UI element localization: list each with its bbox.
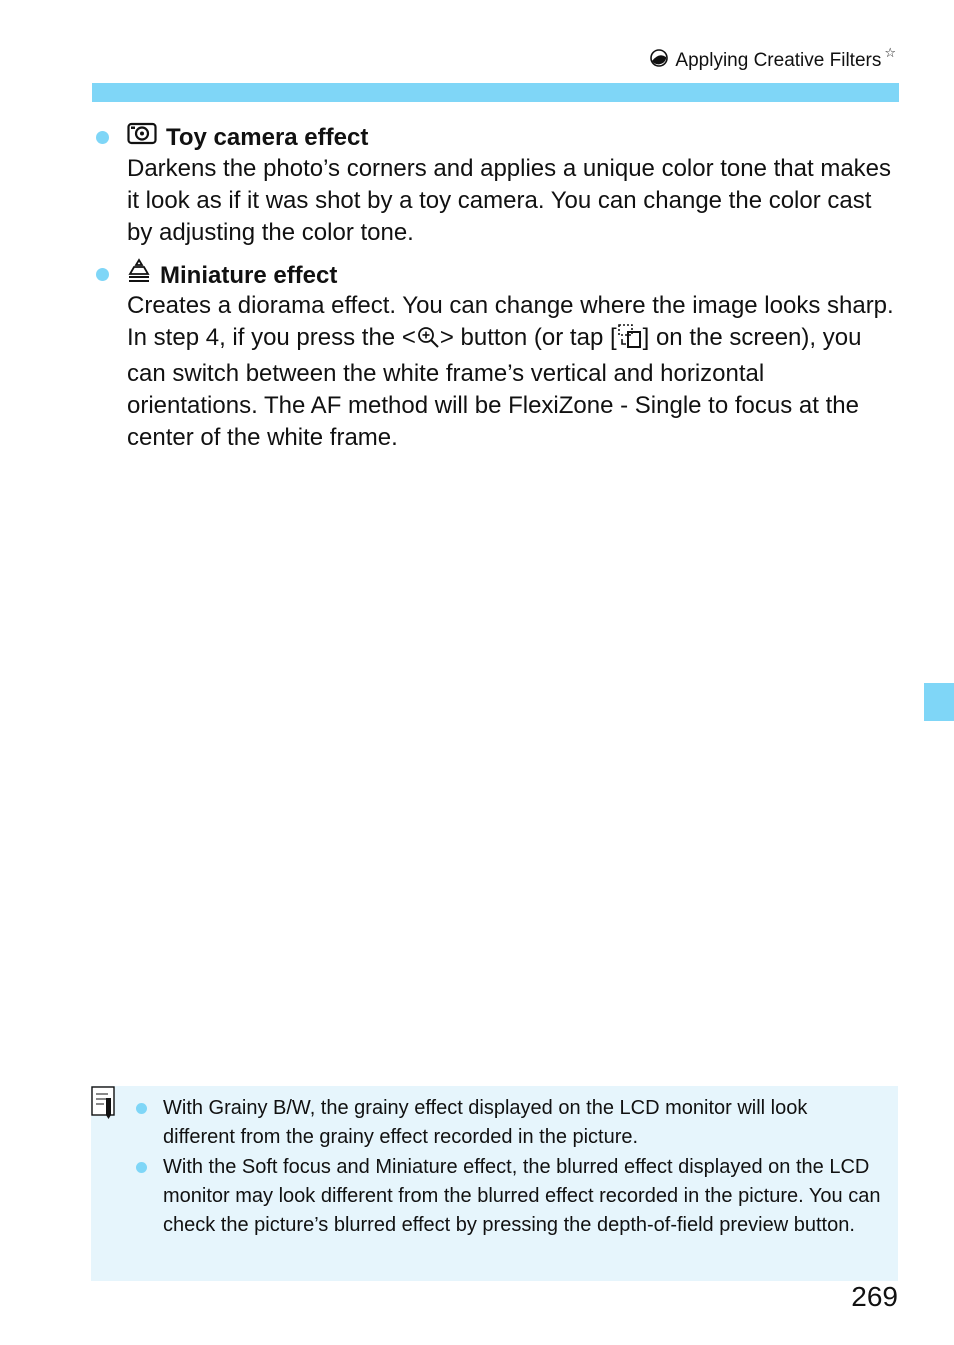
creative-filter-icon [649,48,669,74]
note-item: With the Soft focus and Miniature effect, the blurred effect displayed on the LCD monitor may look different from the blurred effect recorded in the picture. You can check the picture’s blurred effect by pressing the depth-of-field preview button. [136,1153,881,1241]
chapter-tab [924,683,954,721]
item-title: Toy camera effect [166,123,369,151]
item-title: Miniature effect [160,261,338,289]
star-icon: ☆ [884,45,896,60]
item-body: Creates a diorama effect. You can change where the image looks sharp. In step 4, if you press the < > button (or tap [ ] on the screen), you can switch between the white frame’s vertical and horizontal orientations. The AF method will be FlexiZone - Single to focus at the center of the white frame. [127,292,894,451]
note-item: With Grainy B/W, the grainy effect displayed on the LCD monitor will look different from the grainy effect recorded in the picture. [136,1094,881,1153]
frame-orientation-icon [617,323,643,358]
header-bar [92,83,899,102]
toy-camera-icon [127,121,157,154]
page-number: 269 [851,1281,898,1312]
header-title: Applying Creative Filters [675,50,882,71]
magnify-icon [416,325,440,358]
running-header [649,45,896,74]
miniature-icon [127,258,151,293]
bullet [136,1103,147,1114]
note-pencil-icon [91,1086,117,1125]
item-body: Darkens the photo’s corners and applies a unique color tone that makes it look as if it was shot by a toy camera. You can change the color cast by adjusting the color tone. [127,155,892,246]
bullet [96,268,109,281]
bullet [136,1162,147,1173]
bullet [96,131,109,144]
note-list [136,1094,881,1240]
note-box [91,1086,898,1281]
